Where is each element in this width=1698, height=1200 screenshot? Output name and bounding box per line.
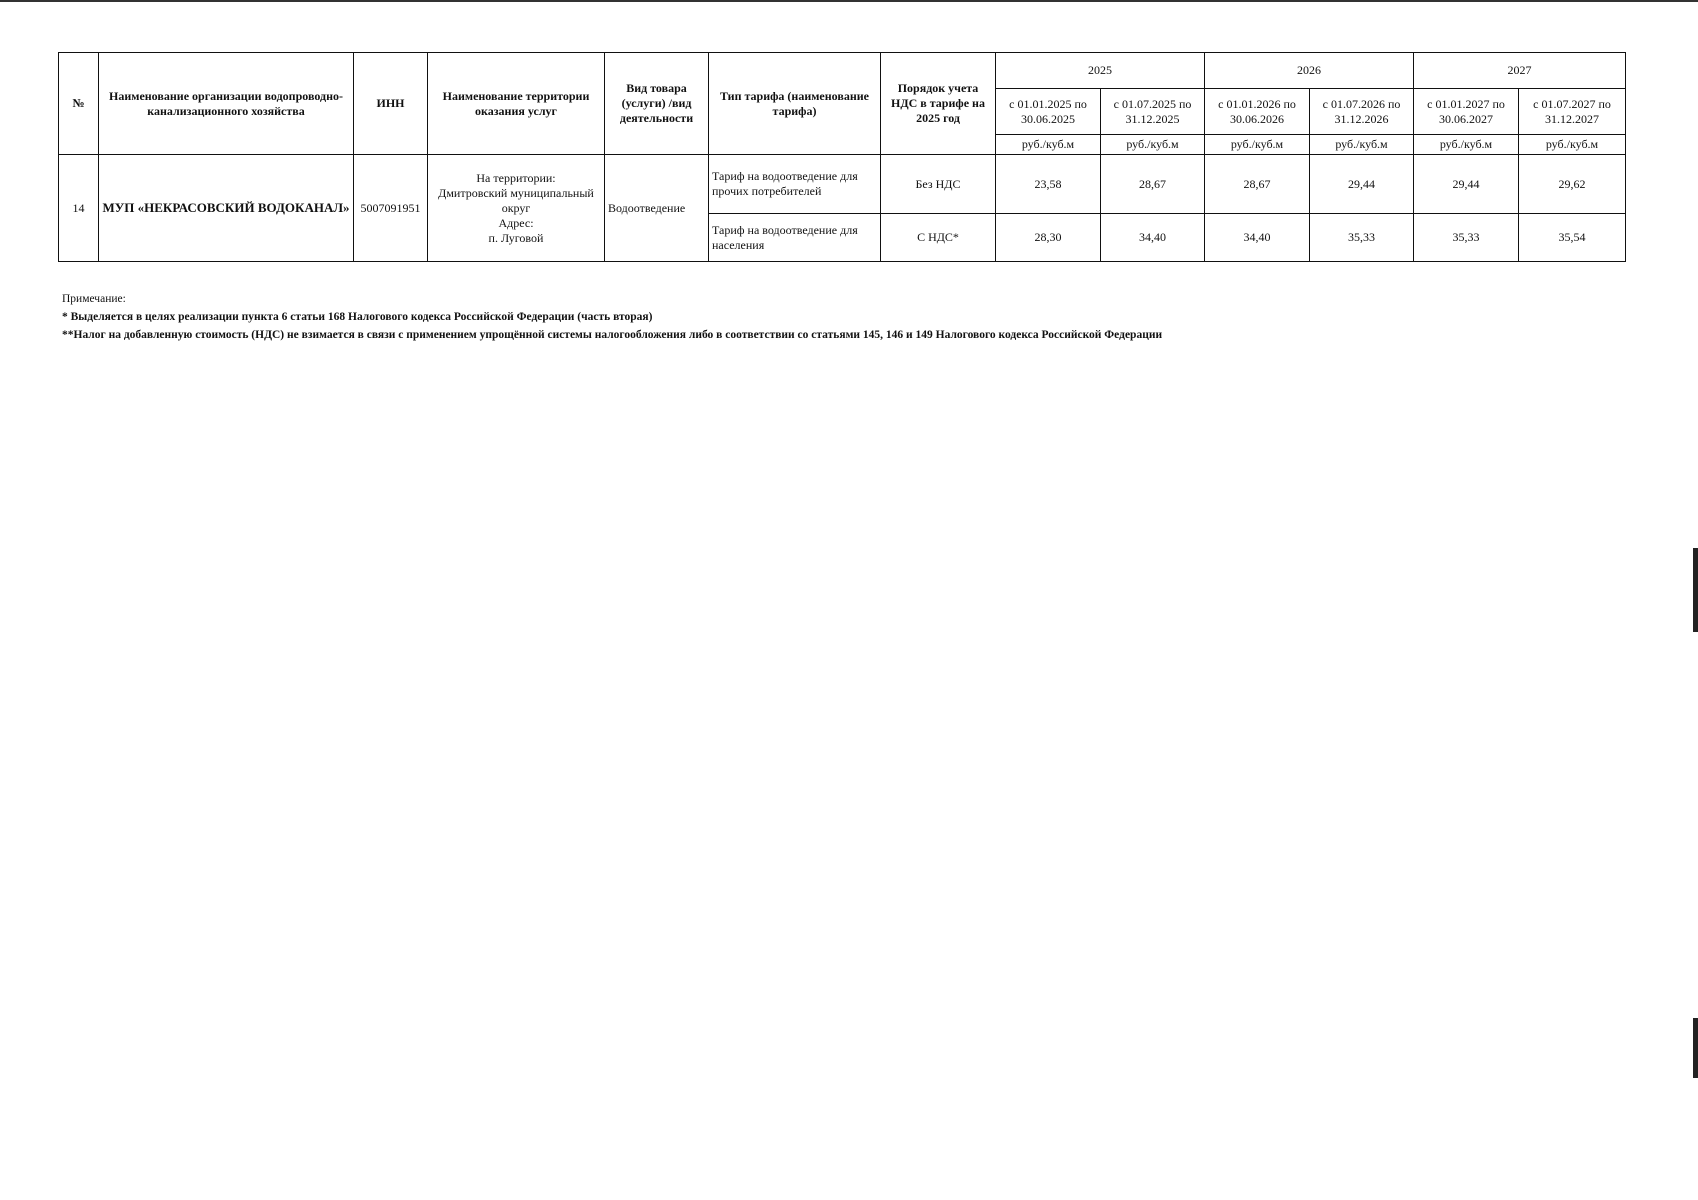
tariff-value: 34,40 <box>1205 214 1310 262</box>
row-org-name: МУП «НЕКРАСОВСКИЙ ВОДОКАНАЛ» <box>99 155 354 262</box>
tariff-value: 35,33 <box>1414 214 1519 262</box>
tariff-value: 34,40 <box>1101 214 1205 262</box>
territory-district: Дмитровский муниципальный округ <box>438 185 594 215</box>
row-inn: 5007091951 <box>354 155 428 262</box>
col-header-territory: Наименование территории оказания услуг <box>428 53 605 155</box>
row-goods: Водоотведение <box>605 155 709 262</box>
tariff-vat: Без НДС <box>881 155 996 214</box>
year-header: 2027 <box>1414 53 1626 89</box>
territory-label: На территории: <box>476 170 556 185</box>
tariff-vat: С НДС* <box>881 214 996 262</box>
period-header: с 01.07.2027 по 31.12.2027 <box>1519 89 1626 135</box>
territory-address-label: Адрес: <box>498 215 534 230</box>
scan-edge-mark <box>1693 1018 1698 1078</box>
tariff-value: 35,54 <box>1519 214 1626 262</box>
period-header: с 01.07.2026 по 31.12.2026 <box>1310 89 1414 135</box>
period-header: с 01.01.2027 по 30.06.2027 <box>1414 89 1519 135</box>
unit-header: руб./куб.м <box>1101 135 1205 155</box>
row-territory <box>428 155 605 262</box>
tariff-value: 29,44 <box>1414 155 1519 214</box>
col-header-org-name: Наименование организации водопроводно-канализационного хозяйства <box>99 53 354 155</box>
table-row <box>59 155 1626 214</box>
tariff-table <box>58 52 1626 262</box>
tariff-value: 29,44 <box>1310 155 1414 214</box>
col-header-num: № <box>59 53 99 155</box>
header-row-years <box>59 53 1626 89</box>
unit-header: руб./куб.м <box>1519 135 1626 155</box>
tariff-value: 29,62 <box>1519 155 1626 214</box>
unit-header: руб./куб.м <box>1310 135 1414 155</box>
tariff-value: 35,33 <box>1310 214 1414 262</box>
notes-title: Примечание: <box>62 293 126 305</box>
notes-block <box>62 290 1162 344</box>
tariff-value: 28,67 <box>1205 155 1310 214</box>
tariff-value: 23,58 <box>996 155 1101 214</box>
unit-header: руб./куб.м <box>1205 135 1310 155</box>
tariff-value: 28,30 <box>996 214 1101 262</box>
territory-address: п. Луговой <box>488 230 544 245</box>
unit-header: руб./куб.м <box>1414 135 1519 155</box>
scan-edge-mark <box>1693 548 1698 632</box>
col-header-goods-type: Вид товара (услуги) /вид деятельности <box>605 53 709 155</box>
period-header: с 01.01.2026 по 30.06.2026 <box>1205 89 1310 135</box>
tariff-name: Тариф на водоотведение для прочих потребителей <box>709 155 881 214</box>
col-header-tariff-type: Тип тарифа (наименование тарифа) <box>709 53 881 155</box>
tariff-value: 28,67 <box>1101 155 1205 214</box>
col-header-inn: ИНН <box>354 53 428 155</box>
period-header: с 01.01.2025 по 30.06.2025 <box>996 89 1101 135</box>
year-header: 2025 <box>996 53 1205 89</box>
top-scan-edge <box>0 0 1698 2</box>
tariff-name: Тариф на водоотведение для населения <box>709 214 881 262</box>
unit-header: руб./куб.м <box>996 135 1101 155</box>
col-header-vat-order: Порядок учета НДС в тарифе на 2025 год <box>881 53 996 155</box>
row-num: 14 <box>59 155 99 262</box>
year-header: 2026 <box>1205 53 1414 89</box>
period-header: с 01.07.2025 по 31.12.2025 <box>1101 89 1205 135</box>
note-vat-allocated: * Выделяется в целях реализации пункта 6 статьи 168 Налогового кодекса Российской Федерации (часть вторая) <box>62 311 653 323</box>
note-vat-exempt: **Налог на добавленную стоимость (НДС) не взимается в связи с применением упрощённой системы налогообложения либо в соответствии со статьями 145, 146 и 149 Налогового кодекса Российской Федерации <box>62 329 1163 341</box>
